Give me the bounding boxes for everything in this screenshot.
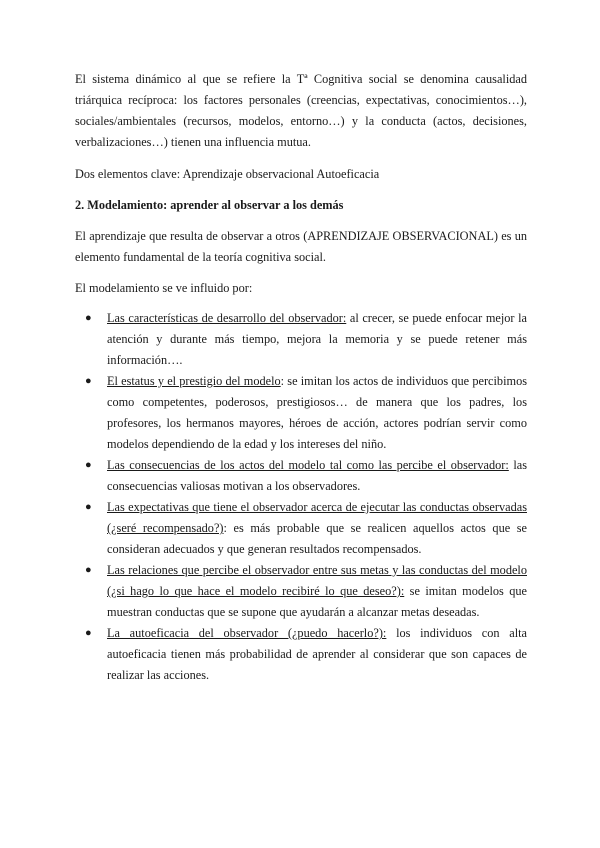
list-item-title: El estatus y el prestigio del modelo bbox=[107, 374, 281, 388]
observational-learning-paragraph: El aprendizaje que resulta de observar a otros (APRENDIZAJE OBSERVACIONAL) es un elemento fundamental de la teoría cognitiva social. bbox=[75, 229, 527, 264]
bullet-icon: ● bbox=[85, 564, 92, 576]
list-item bbox=[85, 560, 527, 623]
bullet-icon: ● bbox=[85, 501, 92, 513]
bullet-icon: ● bbox=[85, 312, 92, 324]
bullet-icon: ● bbox=[85, 375, 92, 387]
list-item-title: La autoeficacia del observador (¿puedo hacerlo?): bbox=[107, 626, 387, 640]
list-item-text: los individuos con alta autoeficacia tienen más probabilidad de aprender al considerar que son capaces de realizar las acciones. bbox=[107, 626, 527, 682]
modeling-lead: El modelamiento se ve influido por: bbox=[75, 281, 253, 295]
bullet-icon: ● bbox=[85, 627, 92, 639]
list-item bbox=[85, 497, 527, 560]
list-item bbox=[85, 623, 527, 686]
list-item-title: Las consecuencias de los actos del modelo tal como las percibe el observador: bbox=[107, 458, 509, 472]
list-item-text: al crecer, se puede enfocar mejor la atención y durante más tiempo, mejora la memoria y se puede retener más información…. bbox=[107, 311, 527, 367]
list-item-title: Las relaciones que percibe el observador entre sus metas y las conductas del modelo (¿si hago lo que hace el modelo recibiré lo que deseo?): bbox=[107, 563, 527, 598]
list-item-text: : se imitan los actos de individuos que percibimos como competentes, poderosos, prestigiosos… de manera que los padres, los profesores, los hermanos mayores, héroes de acción, actores podrían servir como modelos dependiendo de la edad y los intereses del niño. bbox=[107, 374, 527, 451]
list-item bbox=[85, 371, 527, 455]
list-item-text: : es más probable que se realicen aquellos actos que se consideran adecuados y que generan resultados recompensados. bbox=[107, 521, 527, 556]
bullet-icon: ● bbox=[85, 459, 92, 471]
list-item-text: se imitan modelos que muestran conductas que se supone que ayudarán a alcanzar metas deseadas. bbox=[107, 584, 527, 619]
list-item-title: Las características de desarrollo del observador: bbox=[107, 311, 347, 325]
list-item-text: las consecuencias valiosas motivan a los observadores. bbox=[107, 458, 528, 493]
list-item bbox=[85, 455, 528, 497]
intro-paragraph: El sistema dinámico al que se refiere la Tª Cognitiva social se denomina causalidad triárquica recíproca: los factores personales (creencias, expectativas, conocimientos…), sociales/ambientales (recursos, modelos, entorno…) y la conducta (actos, decisiones, verbalizaciones…) tienen una influencia mutua. bbox=[75, 72, 527, 149]
list-item bbox=[85, 308, 527, 371]
list-item-title: Las expectativas que tiene el observador acerca de ejecutar las conductas observadas (¿seré recompensado?) bbox=[107, 500, 527, 535]
section-heading: 2. Modelamiento: aprender al observar a los demás bbox=[75, 198, 344, 212]
key-elements-line: Dos elementos clave: Aprendizaje observacional Autoeficacia bbox=[75, 167, 380, 181]
